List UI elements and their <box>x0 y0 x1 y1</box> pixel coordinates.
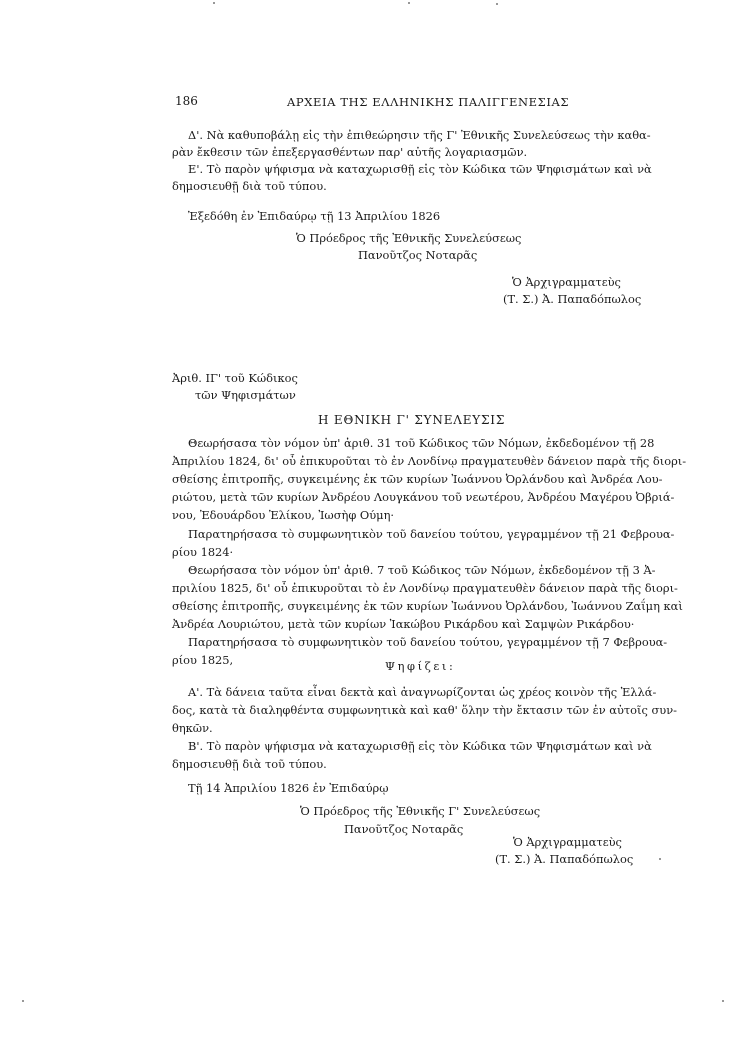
secretary-name: (Τ. Σ.) Ἀ. Παπαδόπωλος <box>495 852 634 866</box>
scan-mark <box>659 858 661 860</box>
paragraph-line: Παρατηρήσασα τὸ συμφωνητικὸν τοῦ δανείου τούτου, γεγραμμένον τῇ 7 Φεβρουα- <box>188 635 668 649</box>
clause-a-line: δος, κατὰ τὰ διαληφθέντα συμφωνητικὰ καὶ καθ' ὅλην τὴν ἔκτασιν τῶν ἐν αὐτοῖς συν- <box>172 703 677 717</box>
clause-d-line: Δ'. Νὰ καθυποβάλῃ εἰς τὴν ἐπιθεώρησιν τῆς Γ' Ἐθνικῆς Συνελεύσεως τὴν καθα- <box>188 128 651 142</box>
secretary-name: (Τ. Σ.) Ἀ. Παπαδόπωλος <box>503 292 642 306</box>
clause-e-line: Ε'. Τὸ παρὸν ψήφισμα νὰ καταχωρισθῇ εἰς τὸν Κώδικα τῶν Ψηφισμάτων καὶ νὰ <box>188 162 652 176</box>
clause-b-line: Β'. Τὸ παρὸν ψήφισμα νὰ καταχωρισθῇ εἰς τὸν Κώδικα τῶν Ψηφισμάτων καὶ νὰ <box>188 739 652 753</box>
dated-line: Τῇ 14 Ἀπριλίου 1826 ἐν Ἐπιδαύρῳ <box>188 781 389 795</box>
paragraph-line: σθείσης ἐπιτροπῆς, συγκειμένης ἐκ τῶν κυρίων Ἰωάννου Ὀρλάνδου, Ἰωάννου Ζαΐμη καὶ <box>172 599 683 613</box>
paragraph-line: νου, Ἐδουάρδου Ἐλίκου, Ἰωσὴφ Ούμη· <box>172 508 395 522</box>
clause-e-line: δημοσιευθῇ διὰ τοῦ τύπου. <box>172 179 327 193</box>
clause-a-line: Α'. Τὰ δάνεια ταῦτα εἶναι δεκτὰ καὶ ἀναγνωρίζονται ὡς χρέος κοινὸν τῆς Ἑλλά- <box>188 685 657 699</box>
scan-mark <box>722 1000 724 1002</box>
clause-d-line: ρὰν ἔκθεσιν τῶν ἐπεξεργασθέντων παρ' αὐτῆς λογαριασμῶν. <box>172 145 528 159</box>
paragraph-line: ρίου 1824· <box>172 545 234 559</box>
scan-mark <box>496 3 498 5</box>
paragraph-line: σθείσης ἐπιτροπῆς, συγκειμένης ἐκ τῶν κυρίων Ἰωάννου Ὀρλάνδου καὶ Ἀνδρέα Λου- <box>172 472 663 486</box>
issued-line: Ἐξεδόθη ἐν Ἐπιδαύρῳ τῇ 13 Ἀπριλίου 1826 <box>188 209 441 223</box>
president-name: Πανοῦτζος Νοταρᾶς <box>344 822 464 836</box>
running-title: ΑΡΧΕΙΑ ΤΗΣ ΕΛΛΗΝΙΚΗΣ ΠΑΛΙΓΓΕΝΕΣΙΑΣ <box>287 95 570 109</box>
paragraph-line: πριλίου 1825, δι' οὗ ἐπικυροῦται τὸ ἐν Λονδίνῳ πραγματευθὲν δάνειον παρὰ τῆς διορι- <box>172 581 678 595</box>
president-title: Ὁ Πρόεδρος τῆς Ἐθνικῆς Γ' Συνελεύσεως <box>300 804 541 818</box>
clause-b-line: δημοσιευθῇ διὰ τοῦ τύπου. <box>172 757 327 771</box>
paragraph-line: Θεωρήσασα τὸν νόμον ὑπ' ἀριθ. 31 τοῦ Κώδικος τῶν Νόμων, ἐκδεδομένον τῇ 28 <box>188 436 655 450</box>
decree-code: τῶν Ψηφισμάτων <box>195 388 296 402</box>
paragraph-line: ριώτου, μετὰ τῶν κυρίων Ἀνδρέου Λουγκάνου τοῦ νεωτέρου, Ἀνδρέου Μαγέρου Ὀβριά- <box>172 490 675 504</box>
page-number: 186 <box>175 94 198 108</box>
scan-mark <box>213 2 215 4</box>
paragraph-line: Παρατηρήσασα τὸ συμφωνητικὸν τοῦ δανείου τούτου, γεγραμμένον τῇ 21 Φεβρουα- <box>188 527 675 541</box>
paragraph-line: Ἀπριλίου 1824, δι' οὗ ἐπικυροῦται τὸ ἐν Λονδίνῳ πραγματευθὲν δάνειον παρὰ τῆς διορι- <box>172 454 687 468</box>
paragraph-line: ρίου 1825, <box>172 653 234 667</box>
scan-mark <box>22 1000 24 1002</box>
decree-title: Η ΕΘΝΙΚΗ Γ' ΣΥΝΕΛΕΥΣΙΣ <box>318 413 506 427</box>
president-name: Πανοῦτζος Νοταρᾶς <box>358 248 478 262</box>
decrees-heading: Ψηφίζει: <box>385 659 456 673</box>
president-title: Ὁ Πρόεδρος τῆς Ἐθνικῆς Συνελεύσεως <box>296 231 522 245</box>
secretary-title: Ὁ Ἀρχιγραμματεὺς <box>513 835 622 849</box>
paragraph-line: Ἀνδρέα Λουριώτου, μετὰ τῶν κυρίων Ἰακώβου Ρικάρδου καὶ Σαμψὼν Ρικάρδου· <box>172 617 635 631</box>
scan-mark <box>408 2 410 4</box>
decree-number: Ἀριθ. ΙΓ' τοῦ Κώδικος <box>172 371 298 385</box>
clause-a-line: θηκῶν. <box>172 721 213 735</box>
paragraph-line: Θεωρήσασα τὸν νόμον ὑπ' ἀριθ. 7 τοῦ Κώδικος τῶν Νόμων, ἐκδεδομένον τῇ 3 Ἀ- <box>188 563 656 577</box>
secretary-title: Ὁ Ἀρχιγραμματεὺς <box>512 275 621 289</box>
